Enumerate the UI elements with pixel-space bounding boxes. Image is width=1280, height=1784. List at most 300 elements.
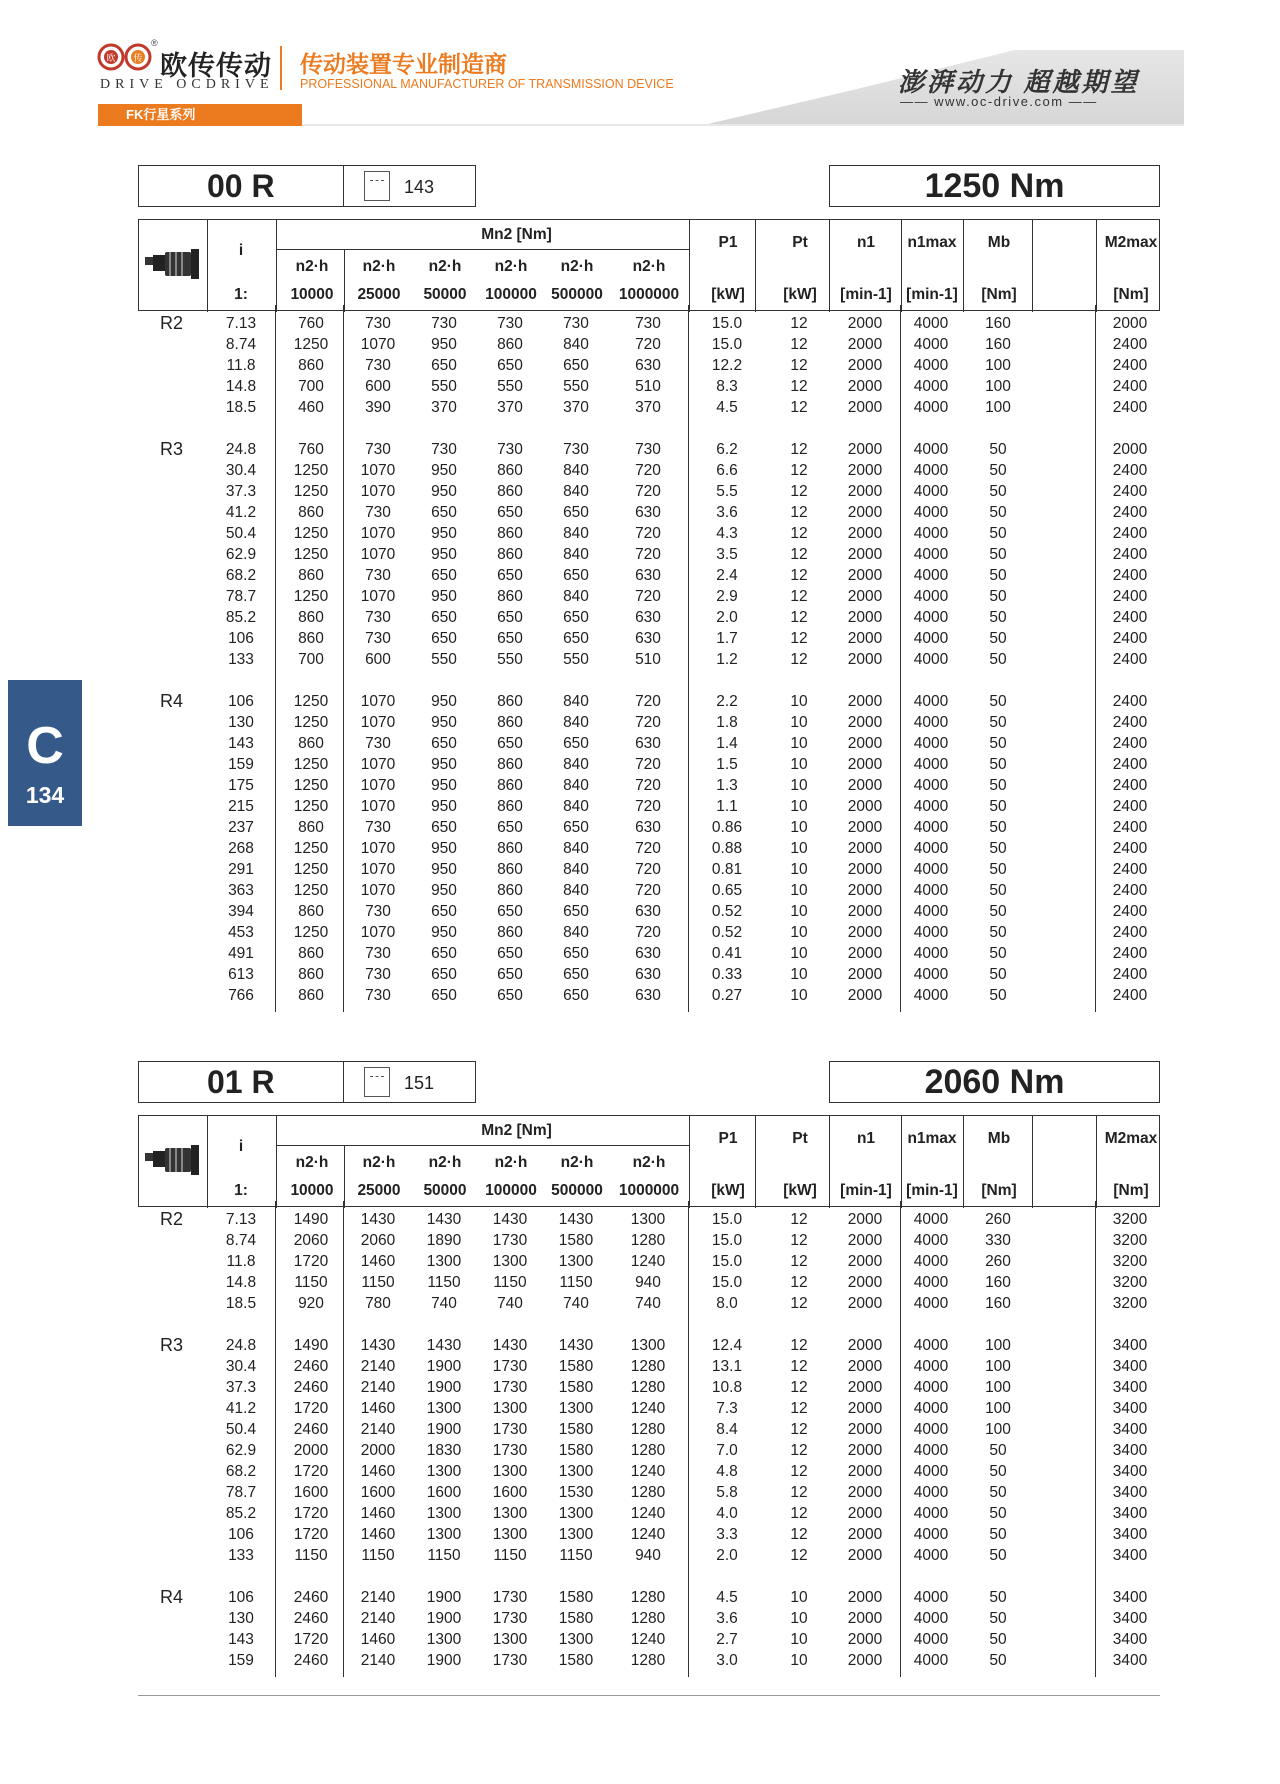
table-cell: 950 <box>431 798 457 815</box>
table-cell: 2000 <box>847 924 883 941</box>
table-cell: 1.3 <box>716 777 738 794</box>
col-n2h: n2·h <box>494 1154 528 1171</box>
table-cell: 860 <box>497 462 523 479</box>
col-pt-unit: [kW] <box>783 1182 817 1199</box>
table-cell: 2000 <box>847 1526 883 1543</box>
table-cell: 10 <box>790 756 808 773</box>
table-cell: 1830 <box>426 1442 462 1459</box>
table-cell: 50 <box>989 1463 1007 1480</box>
table-cell: 2000 <box>847 441 883 458</box>
column-divider <box>1095 305 1096 1012</box>
table-cell: 50 <box>989 756 1007 773</box>
table-cell: 1300 <box>426 1631 462 1648</box>
table-cell: 720 <box>635 756 661 773</box>
table-cell: 1530 <box>558 1484 594 1501</box>
table-cell: 4000 <box>913 945 949 962</box>
table-cell: 2400 <box>1112 504 1148 521</box>
table-cell: 133 <box>228 651 254 668</box>
table-cell: 2400 <box>1112 756 1148 773</box>
table-cell: 4000 <box>913 1484 949 1501</box>
table-cell: 2000 <box>847 1358 883 1375</box>
table-cell: 600 <box>365 651 391 668</box>
table-cell: 1150 <box>493 1274 527 1291</box>
table-cell: 62.9 <box>225 546 257 563</box>
gearmotor-icon <box>143 1142 205 1178</box>
table-cell: 30.4 <box>225 462 257 479</box>
table-cell: 920 <box>298 1295 324 1312</box>
table-cell: 4.0 <box>716 1505 738 1522</box>
table-cell: 730 <box>365 441 391 458</box>
table-cell: 2000 <box>847 1211 883 1228</box>
table-cell: 1070 <box>360 861 396 878</box>
table-cell: 4000 <box>913 735 949 752</box>
table-cell: 1240 <box>630 1631 666 1648</box>
table-cell: 860 <box>298 630 324 647</box>
rated-torque: 2060 Nm <box>829 1061 1160 1103</box>
col-m2max-unit: [Nm] <box>1113 286 1149 303</box>
table-cell: 10 <box>790 987 808 1004</box>
table-cell: 159 <box>228 1652 254 1669</box>
table-cell: 50 <box>989 1610 1007 1627</box>
table-cell: 1460 <box>360 1400 396 1417</box>
table-cell: 159 <box>228 756 254 773</box>
table-cell: 1720 <box>293 1400 329 1417</box>
table-cell: 1150 <box>427 1274 461 1291</box>
table-cell: 650 <box>497 630 523 647</box>
table-cell: 650 <box>431 945 457 962</box>
table-cell: 4000 <box>913 1358 949 1375</box>
table-cell: 50 <box>989 441 1007 458</box>
table-cell: 14.8 <box>225 1274 257 1291</box>
page-ref: 143 <box>404 177 435 197</box>
col-m2max: M2max <box>1104 1130 1158 1147</box>
header-divider <box>689 1116 690 1208</box>
table-cell: 2000 <box>847 315 883 332</box>
table-cell: 3400 <box>1112 1484 1148 1501</box>
table-cell: 2000 <box>847 756 883 773</box>
table-cell: 8.3 <box>716 378 738 395</box>
col-p1: P1 <box>718 234 738 251</box>
table-cell: 0.52 <box>711 924 743 941</box>
table-cell: 2140 <box>360 1421 396 1438</box>
table-cell: 630 <box>635 630 661 647</box>
table-cell: 4000 <box>913 966 949 983</box>
col-n1: n1 <box>856 234 876 251</box>
col-hours: 1000000 <box>618 286 680 303</box>
table-cell: 650 <box>563 504 589 521</box>
table-cell: 10 <box>790 903 808 920</box>
table-cell: 394 <box>228 903 254 920</box>
table-cell: 4000 <box>913 1526 949 1543</box>
table-cell: 12 <box>790 1232 808 1249</box>
table-cell: 950 <box>431 462 457 479</box>
table-cell: 50 <box>989 1652 1007 1669</box>
logo-text-cn: 欧传传动 <box>160 51 272 81</box>
table-cell: 1280 <box>630 1610 666 1627</box>
table-cell: 2000 <box>847 903 883 920</box>
table-cell: 730 <box>365 819 391 836</box>
table-cell: 1280 <box>630 1442 666 1459</box>
table-cell: 1580 <box>558 1379 594 1396</box>
table-cell: 860 <box>497 546 523 563</box>
table-cell: 650 <box>563 567 589 584</box>
table-cell: 630 <box>635 609 661 626</box>
col-i: i <box>238 242 244 259</box>
table-cell: 1300 <box>492 1400 528 1417</box>
table-cell: 1900 <box>426 1652 462 1669</box>
table-cell: 650 <box>563 630 589 647</box>
table-cell: 15.0 <box>711 1253 743 1270</box>
col-n2h: n2·h <box>560 258 594 275</box>
table-cell: 840 <box>563 462 589 479</box>
table-cell: 50 <box>989 1547 1007 1564</box>
table-cell: 1430 <box>360 1211 396 1228</box>
table-cell: 1070 <box>360 882 396 899</box>
table-cell: 1300 <box>426 1400 462 1417</box>
table-cell: 2000 <box>847 966 883 983</box>
table-cell: 4.3 <box>716 525 738 542</box>
table-cell: 2400 <box>1112 462 1148 479</box>
table-cell: 860 <box>298 903 324 920</box>
table-cell: 1250 <box>293 546 329 563</box>
rated-torque: 1250 Nm <box>829 165 1160 207</box>
gears-logo-icon <box>94 40 156 80</box>
table-cell: 860 <box>497 483 523 500</box>
table-cell: 100 <box>985 378 1011 395</box>
table-cell: 950 <box>431 714 457 731</box>
table-cell: 68.2 <box>225 567 257 584</box>
table-cell: 1460 <box>360 1526 396 1543</box>
table-header <box>138 1115 1160 1207</box>
table-cell: 950 <box>431 525 457 542</box>
table-cell: 1250 <box>293 882 329 899</box>
table-cell: 2400 <box>1112 357 1148 374</box>
table-cell: 1.5 <box>716 756 738 773</box>
table-cell: 10 <box>790 735 808 752</box>
table-cell: 12 <box>790 1505 808 1522</box>
table-cell: 1430 <box>426 1337 462 1354</box>
table-cell: 630 <box>635 966 661 983</box>
table-cell: 1280 <box>630 1232 666 1249</box>
table-cell: 2000 <box>847 987 883 1004</box>
table-cell: 720 <box>635 840 661 857</box>
table-cell: 3.3 <box>716 1526 738 1543</box>
chapter-tab <box>8 680 82 826</box>
table-cell: 650 <box>431 987 457 1004</box>
table-cell: 0.65 <box>711 882 743 899</box>
table-cell: 3.6 <box>716 504 738 521</box>
table-cell: 0.27 <box>711 987 743 1004</box>
table-cell: 950 <box>431 693 457 710</box>
table-cell: 740 <box>431 1295 457 1312</box>
table-cell: 1250 <box>293 462 329 479</box>
table-cell: 766 <box>228 987 254 1004</box>
table-cell: 4000 <box>913 987 949 1004</box>
table-cell: 720 <box>635 777 661 794</box>
table-cell: 730 <box>635 441 661 458</box>
table-cell: 1580 <box>558 1610 594 1627</box>
table-cell: 1300 <box>558 1463 594 1480</box>
chapter-letter: C <box>26 717 64 775</box>
document-icon <box>364 1067 390 1097</box>
table-cell: 50.4 <box>225 1421 257 1438</box>
table-cell: 720 <box>635 861 661 878</box>
table-cell: 860 <box>298 819 324 836</box>
table-cell: 1490 <box>293 1211 329 1228</box>
table-cell: 12 <box>790 525 808 542</box>
table-cell: 1300 <box>630 1211 666 1228</box>
table-cell: 2000 <box>847 1400 883 1417</box>
table-cell: 10 <box>790 966 808 983</box>
table-cell: 50 <box>989 819 1007 836</box>
table-cell: 2000 <box>847 1232 883 1249</box>
table-cell: 650 <box>563 987 589 1004</box>
table-cell: 2000 <box>847 378 883 395</box>
table-cell: 24.8 <box>225 1337 257 1354</box>
table-cell: 1430 <box>492 1211 528 1228</box>
table-cell: 4000 <box>913 1652 949 1669</box>
table-cell: 12 <box>790 1274 808 1291</box>
table-cell: 4000 <box>913 756 949 773</box>
table-cell: 5.8 <box>716 1484 738 1501</box>
table-cell: 78.7 <box>225 588 257 605</box>
table-cell: 730 <box>497 315 523 332</box>
table-cell: 50.4 <box>225 525 257 542</box>
table-cell: 100 <box>985 1400 1011 1417</box>
table-cell: 860 <box>497 693 523 710</box>
col-hours: 100000 <box>485 286 537 303</box>
col-n1max-unit: [min-1] <box>906 1182 958 1199</box>
table-cell: 2400 <box>1112 924 1148 941</box>
table-cell: 1300 <box>426 1505 462 1522</box>
model-name: 00 R <box>138 165 344 207</box>
logo-text-en: DRIVE OCDRIVE <box>100 77 274 92</box>
table-cell: 12 <box>790 1463 808 1480</box>
table-cell: 1600 <box>293 1484 329 1501</box>
col-i-unit: 1: <box>234 286 248 303</box>
table-cell: 2000 <box>847 819 883 836</box>
table-cell: 4000 <box>913 840 949 857</box>
table-cell: 650 <box>563 609 589 626</box>
col-mn2: Mn2 [Nm] <box>481 226 552 243</box>
col-m2max-unit: [Nm] <box>1113 1182 1149 1199</box>
table-cell: 370 <box>497 399 523 416</box>
table-cell: 1250 <box>293 924 329 941</box>
table-cell: 1150 <box>294 1274 328 1291</box>
table-cell: 4000 <box>913 1421 949 1438</box>
group-label: R2 <box>160 313 184 333</box>
table-cell: 2460 <box>293 1421 329 1438</box>
table-cell: 12 <box>790 1442 808 1459</box>
table-cell: 4000 <box>913 651 949 668</box>
table-cell: 3200 <box>1112 1232 1148 1249</box>
column-divider <box>343 305 344 1012</box>
footer-rule <box>138 1695 1160 1696</box>
col-pt: Pt <box>792 234 808 251</box>
table-cell: 1280 <box>630 1484 666 1501</box>
column-divider <box>900 1201 901 1677</box>
table-cell: 24.8 <box>225 441 257 458</box>
table-cell: 1300 <box>426 1526 462 1543</box>
table-cell: 0.33 <box>711 966 743 983</box>
table-cell: 950 <box>431 840 457 857</box>
table-cell: 2400 <box>1112 567 1148 584</box>
table-cell: 720 <box>635 882 661 899</box>
table-cell: 2000 <box>847 798 883 815</box>
table-cell: 2000 <box>847 630 883 647</box>
table-cell: 4000 <box>913 378 949 395</box>
col-pt: Pt <box>792 1130 808 1147</box>
table-cell: 630 <box>635 504 661 521</box>
table-cell: 10 <box>790 1631 808 1648</box>
website-url: www.oc-drive.com <box>934 94 1064 109</box>
table-cell: 12 <box>790 1253 808 1270</box>
table-cell: 4000 <box>913 1610 949 1627</box>
table-cell: 3400 <box>1112 1589 1148 1606</box>
table-cell: 12 <box>790 1547 808 1564</box>
col-n2h: n2·h <box>632 1154 666 1171</box>
table-cell: 6.2 <box>716 441 738 458</box>
column-divider <box>275 1201 276 1677</box>
table-cell: 1240 <box>630 1463 666 1480</box>
col-n1max: n1max <box>907 1130 957 1147</box>
table-cell: 1730 <box>492 1358 528 1375</box>
column-divider <box>275 305 276 1012</box>
page-ref-box <box>343 1061 476 1103</box>
table-cell: 730 <box>635 315 661 332</box>
table-cell: 860 <box>497 924 523 941</box>
table-cell: 4000 <box>913 630 949 647</box>
col-p1-unit: [kW] <box>711 286 745 303</box>
table-cell: 730 <box>365 357 391 374</box>
table-cell: 8.74 <box>225 1232 257 1249</box>
table-cell: 1730 <box>492 1589 528 1606</box>
table-cell: 630 <box>635 987 661 1004</box>
table-cell: 10 <box>790 924 808 941</box>
table-cell: 650 <box>563 945 589 962</box>
col-i-unit: 1: <box>234 1182 248 1199</box>
table-cell: 50 <box>989 735 1007 752</box>
slogan-cn: 传动装置专业制造商 <box>300 51 507 77</box>
table-cell: 491 <box>228 945 254 962</box>
table-cell: 3400 <box>1112 1652 1148 1669</box>
table-cell: 100 <box>985 1337 1011 1354</box>
page-ref-box <box>343 165 476 207</box>
table-cell: 175 <box>228 777 254 794</box>
col-n1max-unit: [min-1] <box>906 286 958 303</box>
table-cell: 840 <box>563 798 589 815</box>
table-cell: 363 <box>228 882 254 899</box>
table-cell: 1070 <box>360 924 396 941</box>
col-n1-unit: [min-1] <box>840 1182 892 1199</box>
table-cell: 0.81 <box>711 861 743 878</box>
table-cell: 10 <box>790 693 808 710</box>
table-cell: 1280 <box>630 1379 666 1396</box>
table-cell: 50 <box>989 1505 1007 1522</box>
table-cell: 840 <box>563 483 589 500</box>
col-n2h: n2·h <box>494 258 528 275</box>
table-cell: 1250 <box>293 861 329 878</box>
table-cell: 4000 <box>913 525 949 542</box>
table-cell: 2000 <box>360 1442 396 1459</box>
table-cell: 12 <box>790 1379 808 1396</box>
table-cell: 106 <box>228 1526 254 1543</box>
table-cell: 1150 <box>294 1547 328 1564</box>
table-cell: 1600 <box>426 1484 462 1501</box>
table-cell: 50 <box>989 462 1007 479</box>
table-cell: 68.2 <box>225 1463 257 1480</box>
table-cell: 106 <box>228 630 254 647</box>
table-cell: 12 <box>790 378 808 395</box>
table-cell: 860 <box>298 966 324 983</box>
table-cell: 12 <box>790 504 808 521</box>
col-n2h: n2·h <box>362 1154 396 1171</box>
table-cell: 730 <box>497 441 523 458</box>
table-cell: 2000 <box>847 714 883 731</box>
table-cell: 2400 <box>1112 546 1148 563</box>
table-cell: 1150 <box>361 1547 395 1564</box>
table-cell: 860 <box>298 609 324 626</box>
col-n2h: n2·h <box>295 258 329 275</box>
column-divider <box>900 305 901 1012</box>
table-cell: 3400 <box>1112 1442 1148 1459</box>
table-cell: 550 <box>431 378 457 395</box>
table-cell: 740 <box>563 1295 589 1312</box>
table-cell: 18.5 <box>225 1295 257 1312</box>
table-cell: 4000 <box>913 1400 949 1417</box>
table-cell: 2000 <box>847 651 883 668</box>
table-cell: 50 <box>989 1526 1007 1543</box>
table-cell: 1300 <box>492 1463 528 1480</box>
header-rule <box>276 249 689 250</box>
table-cell: 12 <box>790 1421 808 1438</box>
table-cell: 2400 <box>1112 735 1148 752</box>
table-cell: 2460 <box>293 1610 329 1627</box>
table-cell: 730 <box>431 315 457 332</box>
table-cell: 4000 <box>913 1211 949 1228</box>
table-cell: 50 <box>989 777 1007 794</box>
table-cell: 510 <box>635 378 661 395</box>
table-cell: 650 <box>497 504 523 521</box>
table-cell: 1070 <box>360 777 396 794</box>
table-cell: 50 <box>989 609 1007 626</box>
table-cell: 730 <box>365 609 391 626</box>
table-cell: 1490 <box>293 1337 329 1354</box>
table-cell: 260 <box>985 1211 1011 1228</box>
table-cell: 2400 <box>1112 693 1148 710</box>
table-cell: 2400 <box>1112 840 1148 857</box>
table-cell: 650 <box>497 945 523 962</box>
table-cell: 18.5 <box>225 399 257 416</box>
table-cell: 3400 <box>1112 1463 1148 1480</box>
table-cell: 860 <box>497 861 523 878</box>
table-cell: 1.8 <box>716 714 738 731</box>
col-hours: 25000 <box>357 1182 401 1199</box>
table-cell: 1250 <box>293 798 329 815</box>
col-mb-unit: [Nm] <box>981 286 1017 303</box>
table-cell: 950 <box>431 336 457 353</box>
table-cell: 730 <box>563 441 589 458</box>
table-cell: 12 <box>790 609 808 626</box>
table-cell: 550 <box>497 378 523 395</box>
table-cell: 950 <box>431 756 457 773</box>
table-cell: 3200 <box>1112 1295 1148 1312</box>
table-cell: 4000 <box>913 924 949 941</box>
table-cell: 860 <box>497 336 523 353</box>
table-cell: 2000 <box>847 525 883 542</box>
table-cell: 650 <box>497 987 523 1004</box>
table-cell: 550 <box>563 651 589 668</box>
